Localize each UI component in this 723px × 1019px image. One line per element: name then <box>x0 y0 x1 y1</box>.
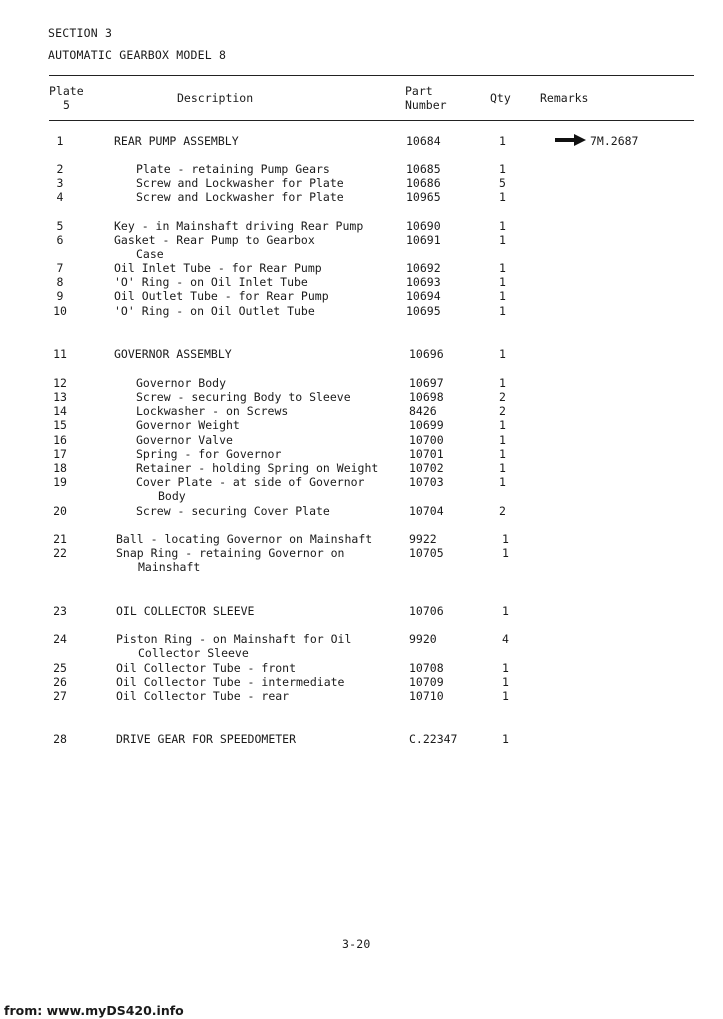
footer-source: from: www.myDS420.info <box>4 1003 184 1018</box>
part-number: 10702 <box>409 461 444 475</box>
part-number: 10691 <box>406 233 441 247</box>
part-number: 10690 <box>406 219 441 233</box>
quantity: 1 <box>502 675 509 689</box>
col-plate-label: Plate <box>49 84 84 98</box>
quantity: 5 <box>499 176 506 190</box>
part-number: C.22347 <box>409 732 458 746</box>
part-description: DRIVE GEAR FOR SPEEDOMETER <box>116 732 297 746</box>
part-number: 10692 <box>406 261 441 275</box>
part-description: Oil Outlet Tube - for Rear Pump <box>114 289 329 303</box>
part-description: Screw - securing Cover Plate <box>136 504 330 518</box>
quantity: 1 <box>502 546 509 560</box>
part-number: 8426 <box>409 404 437 418</box>
quantity: 1 <box>499 134 506 148</box>
plate-number: 15 <box>53 418 67 432</box>
plate-number: 14 <box>53 404 67 418</box>
quantity: 1 <box>499 275 506 289</box>
plate-number: 24 <box>53 632 67 646</box>
quantity: 2 <box>499 390 506 404</box>
plate-number: 9 <box>56 289 64 303</box>
plate-number: 4 <box>56 190 64 204</box>
quantity: 1 <box>499 433 506 447</box>
plate-number: 2 <box>56 162 64 176</box>
part-description-continued: Case <box>136 247 164 261</box>
arrow-right-icon <box>555 134 587 146</box>
quantity: 1 <box>499 162 506 176</box>
part-description: Oil Collector Tube - rear <box>116 689 290 703</box>
remark: 7M.2687 <box>590 134 639 148</box>
part-description: REAR PUMP ASSEMBLY <box>114 134 239 148</box>
col-plate-number: 5 <box>63 98 70 112</box>
part-description: Piston Ring - on Mainshaft for Oil <box>116 632 352 646</box>
part-number: 10708 <box>409 661 444 675</box>
document-title: AUTOMATIC GEARBOX MODEL 8 <box>48 48 227 62</box>
part-description: Key - in Mainshaft driving Rear Pump <box>114 219 364 233</box>
col-part-label: Part <box>405 84 433 98</box>
part-description: Spring - for Governor <box>136 447 282 461</box>
part-number: 10694 <box>406 289 441 303</box>
part-description: Plate - retaining Pump Gears <box>136 162 330 176</box>
part-number: 10696 <box>409 347 444 361</box>
part-number: 10700 <box>409 433 444 447</box>
part-number: 10709 <box>409 675 444 689</box>
plate-number: 28 <box>53 732 67 746</box>
quantity: 1 <box>499 304 506 318</box>
part-number: 10699 <box>409 418 444 432</box>
plate-number: 12 <box>53 376 67 390</box>
quantity: 2 <box>499 504 506 518</box>
plate-number: 25 <box>53 661 67 675</box>
plate-number: 13 <box>53 390 67 404</box>
part-number: 10701 <box>409 447 444 461</box>
quantity: 1 <box>499 376 506 390</box>
plate-number: 8 <box>56 275 64 289</box>
part-description-continued: Mainshaft <box>138 560 201 574</box>
part-number: 10695 <box>406 304 441 318</box>
plate-number: 6 <box>56 233 64 247</box>
quantity: 1 <box>499 475 506 489</box>
plate-number: 3 <box>56 176 64 190</box>
quantity: 1 <box>499 190 506 204</box>
part-number: 10685 <box>406 162 441 176</box>
plate-number: 20 <box>53 504 67 518</box>
part-description-continued: Collector Sleeve <box>138 646 249 660</box>
quantity: 1 <box>499 261 506 275</box>
part-description: Governor Valve <box>136 433 233 447</box>
quantity: 1 <box>499 447 506 461</box>
quantity: 1 <box>502 604 509 618</box>
part-description: Oil Collector Tube - intermediate <box>116 675 345 689</box>
part-number: 10703 <box>409 475 444 489</box>
quantity: 1 <box>502 689 509 703</box>
part-description: Cover Plate - at side of Governor <box>136 475 365 489</box>
part-description: Oil Collector Tube - front <box>116 661 297 675</box>
part-description: OIL COLLECTOR SLEEVE <box>116 604 255 618</box>
quantity: 4 <box>502 632 509 646</box>
part-number: 10965 <box>406 190 441 204</box>
plate-number: 22 <box>53 546 67 560</box>
col-remarks: Remarks <box>540 91 589 105</box>
plate-number: 16 <box>53 433 67 447</box>
col-description: Description <box>177 91 254 105</box>
part-description: Screw - securing Body to Sleeve <box>136 390 351 404</box>
part-number: 10706 <box>409 604 444 618</box>
plate-number: 10 <box>53 304 67 318</box>
part-description: Oil Inlet Tube - for Rear Pump <box>114 261 322 275</box>
plate-number: 23 <box>53 604 67 618</box>
part-description: 'O' Ring - on Oil Inlet Tube <box>114 275 308 289</box>
part-number: 9922 <box>409 532 437 546</box>
part-description: GOVERNOR ASSEMBLY <box>114 347 232 361</box>
plate-number: 11 <box>53 347 67 361</box>
part-description: 'O' Ring - on Oil Outlet Tube <box>114 304 315 318</box>
part-number: 10704 <box>409 504 444 518</box>
part-description-continued: Body <box>158 489 186 503</box>
part-number: 9920 <box>409 632 437 646</box>
part-description: Snap Ring - retaining Governor on <box>116 546 345 560</box>
part-number: 10698 <box>409 390 444 404</box>
header-bottom-rule <box>49 120 694 121</box>
part-description: Governor Body <box>136 376 227 390</box>
part-description: Screw and Lockwasher for Plate <box>136 176 344 190</box>
section-label: SECTION 3 <box>48 26 113 40</box>
part-description: Gasket - Rear Pump to Gearbox <box>114 233 315 247</box>
header-top-rule <box>49 75 694 76</box>
part-number: 10684 <box>406 134 441 148</box>
part-description: Screw and Lockwasher for Plate <box>136 190 344 204</box>
part-description: Ball - locating Governor on Mainshaft <box>116 532 373 546</box>
quantity: 1 <box>499 347 506 361</box>
plate-number: 21 <box>53 532 67 546</box>
quantity: 1 <box>502 732 509 746</box>
quantity: 1 <box>499 219 506 233</box>
quantity: 1 <box>499 289 506 303</box>
plate-number: 19 <box>53 475 67 489</box>
part-description: Governor Weight <box>136 418 240 432</box>
quantity: 1 <box>502 661 509 675</box>
plate-number: 1 <box>56 134 64 148</box>
plate-number: 17 <box>53 447 67 461</box>
page-number: 3-20 <box>342 937 371 951</box>
quantity: 2 <box>499 404 506 418</box>
quantity: 1 <box>499 461 506 475</box>
col-part-number: Number <box>405 98 447 112</box>
part-description: Lockwasher - on Screws <box>136 404 289 418</box>
part-number: 10710 <box>409 689 444 703</box>
quantity: 1 <box>499 418 506 432</box>
quantity: 1 <box>499 233 506 247</box>
part-number: 10705 <box>409 546 444 560</box>
part-number: 10697 <box>409 376 444 390</box>
plate-number: 26 <box>53 675 67 689</box>
plate-number: 5 <box>56 219 64 233</box>
plate-number: 18 <box>53 461 67 475</box>
plate-number: 7 <box>56 261 64 275</box>
col-qty: Qty <box>490 91 511 105</box>
quantity: 1 <box>502 532 509 546</box>
plate-number: 27 <box>53 689 67 703</box>
part-number: 10686 <box>406 176 441 190</box>
part-number: 10693 <box>406 275 441 289</box>
part-description: Retainer - holding Spring on Weight <box>136 461 379 475</box>
